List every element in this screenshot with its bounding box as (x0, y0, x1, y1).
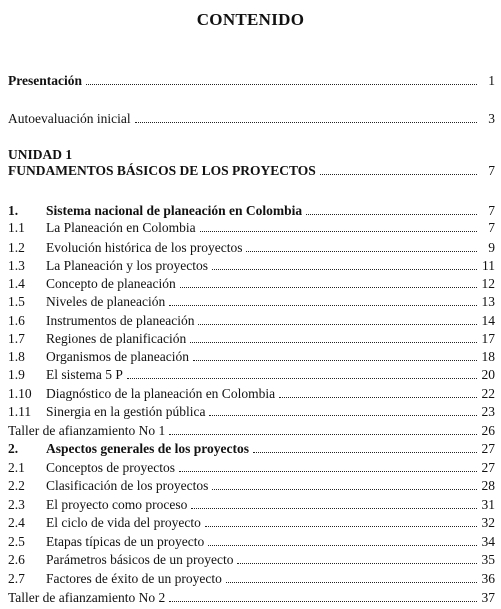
toc-entry-label: Niveles de planeación (46, 294, 166, 309)
toc-entry-page: 36 (481, 571, 495, 586)
toc-entry (8, 73, 495, 89)
unit-heading: UNIDAD 1 (8, 147, 73, 162)
toc-entry-label: Evolución histórica de los proyectos (46, 240, 243, 255)
toc-entry-label: Diagnóstico de la planeación en Colombia (46, 386, 276, 401)
toc-entry-label: Regiones de planificación (46, 331, 187, 346)
toc-entry-number: 1.6 (8, 313, 25, 328)
toc-entry-number: 1.2 (8, 240, 25, 255)
dot-leader (127, 370, 477, 379)
toc-entry-label: Taller de afianzamiento No 2 (8, 590, 166, 605)
dot-leader (208, 537, 477, 546)
toc-entry-label: Sistema nacional de planeación en Colombia (46, 203, 303, 218)
dot-leader (193, 352, 477, 361)
toc-entry-number: 2.1 (8, 460, 25, 475)
toc-entry-label: Instrumentos de planeación (46, 313, 195, 328)
toc-entry-page: 12 (481, 276, 495, 291)
toc-entry-label: El sistema 5 P (46, 367, 123, 382)
toc-entry (8, 367, 495, 383)
toc-entry-page: 7 (488, 203, 495, 218)
toc-entry-page: 37 (481, 590, 495, 605)
toc-entry-number: 2.2 (8, 478, 25, 493)
toc-entry-label: FUNDAMENTOS BÁSICOS DE LOS PROYECTOS (8, 163, 316, 178)
dot-leader (190, 334, 477, 343)
toc-entry-page: 27 (481, 441, 495, 456)
toc-entry-number: 1.10 (8, 386, 32, 401)
toc-entry-label: Organismos de planeación (46, 349, 189, 364)
toc-entry-number: 2.3 (8, 497, 25, 512)
toc-entry-label: Clasificación de los proyectos (46, 478, 209, 493)
toc-entry (8, 313, 495, 329)
toc-entry (8, 497, 495, 513)
dot-leader (253, 444, 477, 453)
dot-leader (169, 426, 477, 435)
toc-entry-page: 26 (481, 423, 495, 438)
dot-leader (246, 243, 477, 252)
toc-entry-label: Factores de éxito de un proyecto (46, 571, 222, 586)
page-title: CONTENIDO (196, 10, 305, 29)
toc-entry (8, 552, 495, 568)
dot-leader (205, 518, 477, 527)
dot-leader (169, 297, 477, 306)
toc-entry (8, 478, 495, 494)
toc-entry-label: La Planeación en Colombia (46, 220, 196, 235)
toc-entry-label: Sinergia en la gestión pública (46, 404, 206, 419)
toc-entry-page: 28 (481, 478, 495, 493)
toc-entry-label: El ciclo de vida del proyecto (46, 515, 201, 530)
toc-entry-label: Conceptos de proyectos (46, 460, 175, 475)
toc-entry-page: 7 (488, 163, 495, 178)
toc-entry-page: 32 (481, 515, 495, 530)
dot-leader (180, 279, 477, 288)
toc-entry-label: Taller de afianzamiento No 1 (8, 423, 166, 438)
dot-leader (86, 76, 477, 85)
toc-entry-page: 17 (481, 331, 495, 346)
dot-leader (320, 166, 477, 175)
toc-entry-page: 27 (481, 460, 495, 475)
dot-leader (200, 223, 477, 232)
toc-entry-number: 2.7 (8, 571, 25, 586)
toc-entry-label: Presentación (8, 73, 82, 88)
toc-entry (8, 515, 495, 531)
toc-entry-label: Autoevaluación inicial (8, 111, 131, 126)
toc-entry-number: 2.5 (8, 534, 25, 549)
toc-entry-page: 34 (481, 534, 495, 549)
toc-entry-number: 1.5 (8, 294, 25, 309)
toc-entry-page: 9 (488, 240, 495, 255)
toc-entry-page: 18 (481, 349, 495, 364)
toc-entry-page: 13 (481, 294, 495, 309)
toc-entry (8, 163, 495, 179)
toc-entry-label: La Planeación y los proyectos (46, 258, 208, 273)
toc-entry-page: 7 (488, 220, 495, 235)
toc-entry (8, 423, 495, 439)
dot-leader (198, 316, 477, 325)
dot-leader (212, 481, 477, 490)
dot-leader (306, 206, 477, 215)
dot-leader (209, 407, 477, 416)
toc-entry-page: 35 (481, 552, 495, 567)
toc-entry-number: 2.6 (8, 552, 25, 567)
toc-entry (8, 534, 495, 550)
toc-entry-number: 1. (8, 203, 19, 218)
dot-leader (237, 555, 477, 564)
toc-entry (8, 590, 495, 606)
toc-entry-label: Etapas típicas de un proyecto (46, 534, 205, 549)
dot-leader (135, 114, 477, 123)
toc-entry-number: 1.11 (8, 404, 32, 419)
toc-entry-page: 3 (488, 111, 495, 126)
toc-entry (8, 386, 495, 402)
toc-entry-number: 1.7 (8, 331, 25, 346)
toc-entry-page: 22 (481, 386, 495, 401)
toc-entry-number: 1.4 (8, 276, 25, 291)
toc-entry (8, 240, 495, 256)
toc-entry-page: 11 (482, 258, 495, 273)
dot-leader (169, 593, 477, 602)
toc-entry (8, 258, 495, 274)
dot-leader (226, 574, 477, 583)
toc-entry (8, 460, 495, 476)
toc-entry-number: 1.3 (8, 258, 25, 273)
toc-entry (8, 441, 495, 457)
toc-entry (8, 220, 495, 236)
toc-entry-number: 1.1 (8, 220, 25, 235)
dot-leader (191, 500, 477, 509)
toc-entry (8, 203, 495, 219)
toc-entry-number: 1.9 (8, 367, 25, 382)
toc-entry-page: 1 (488, 73, 495, 88)
toc-entry (8, 331, 495, 347)
toc-entry-page: 23 (481, 404, 495, 419)
toc-entry (8, 404, 495, 420)
toc-entry (8, 294, 495, 310)
toc-entry-number: 2. (8, 441, 19, 456)
toc-entry-label: El proyecto como proceso (46, 497, 188, 512)
toc-entry (8, 276, 495, 292)
toc-entry (8, 571, 495, 587)
dot-leader (212, 261, 477, 270)
toc-entry (8, 111, 495, 127)
toc-entry (8, 349, 495, 365)
dot-leader (279, 389, 477, 398)
toc-entry-label: Parámetros básicos de un proyecto (46, 552, 234, 567)
dot-leader (179, 463, 477, 472)
toc-entry-page: 14 (481, 313, 495, 328)
toc-entry-number: 1.8 (8, 349, 25, 364)
toc-entry-page: 31 (481, 497, 495, 512)
toc-entry-label: Aspectos generales de los proyectos (46, 441, 249, 456)
toc-entry-page: 20 (481, 367, 495, 382)
toc-entry-number: 2.4 (8, 515, 25, 530)
toc-entry-label: Concepto de planeación (46, 276, 176, 291)
